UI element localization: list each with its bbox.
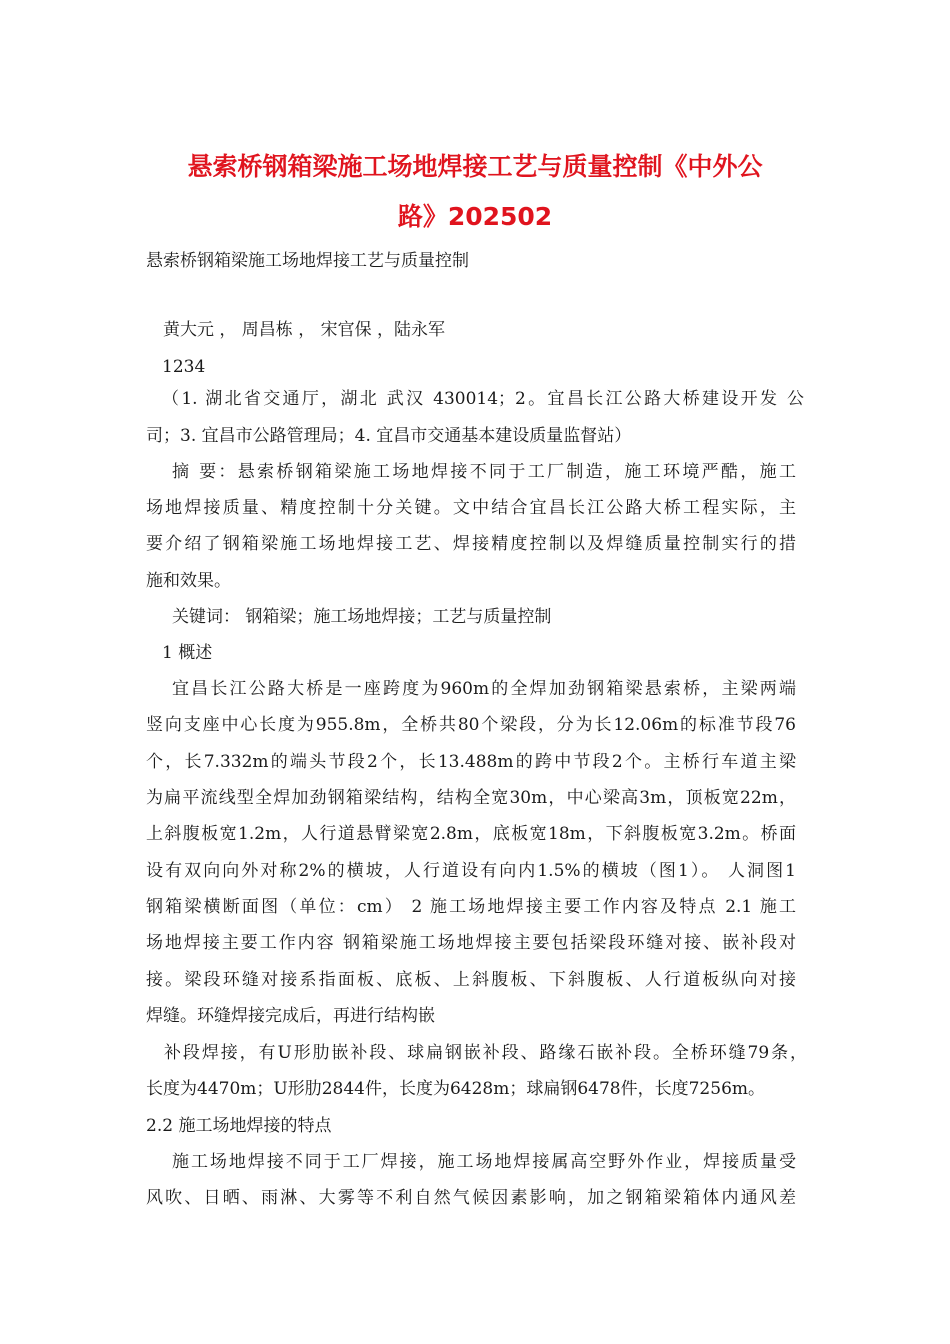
abstract-line: 摘 要：悬索桥钢箱梁施工场地焊接不同于工厂制造，施工环境严酷，施工 — [172, 462, 796, 482]
body-line: 钢箱梁横断面图（单位：cm） 2 施工场地焊接主要工作内容及特点 2.1 施工 — [146, 897, 796, 917]
body-line: 宜昌长江公路大桥是一座跨度为960m的全焊加劲钢箱梁悬索桥，主梁两端 — [172, 679, 796, 699]
body-line: 上斜腹板宽1.2m，人行道悬臂梁宽2.8m，底板宽18m，下斜腹板宽3.2m。桥面 — [146, 824, 796, 844]
body-line: 为扁平流线型全焊加劲钢箱梁结构，结构全宽30m，中心梁高3m，顶板宽22m， — [146, 788, 796, 808]
body-line: 补段焊接，有U形肋嵌补段、球扁钢嵌补段、路缘石嵌补段。全桥环缝79条， — [164, 1043, 807, 1063]
body-line: 风吹、日晒、雨淋、大雾等不利自然气候因素影响，加之钢箱梁箱体内通风差 — [146, 1188, 796, 1208]
body-line: 长度为4470m；U形肋2844件，长度为6428m；球扁钢6478件，长度7256m。 — [146, 1079, 766, 1099]
body-line: 个，长7.332m的端头节段2个，长13.488m的跨中节段2个。主桥行车道主梁 — [146, 752, 796, 772]
body-line: 焊缝。环缝焊接完成后，再进行结构嵌 — [146, 1006, 435, 1026]
affiliation-line: （1. 湖北省交通厅，湖北 武汉 430014；2。宜昌长江公路大桥建设开发 公 — [162, 389, 804, 409]
author-superscripts: 1234 — [162, 357, 206, 377]
body-line: 接。梁段环缝对接系指面板、底板、上斜腹板、下斜腹板、人行道板纵向对接 — [146, 970, 796, 990]
abstract-line: 要介绍了钢箱梁施工场地焊接工艺、焊接精度控制以及焊缝质量控制实行的措 — [146, 534, 796, 554]
body-line: 场地焊接主要工作内容 钢箱梁施工场地焊接主要包括梁段环缝对接、嵌补段对 — [146, 933, 796, 953]
document-title-line-1: 悬索桥钢箱梁施工场地焊接工艺与质量控制《中外公 — [187, 152, 763, 181]
body-line: 设有双向向外对称2%的横坡，人行道设有向内1.5%的横坡（图1）。 人洞图1 — [146, 861, 796, 881]
body-line: 竖向支座中心长度为955.8m，全桥共80个梁段，分为长12.06m的标准节段76 — [146, 715, 796, 735]
body-line: 施工场地焊接不同于工厂焊接，施工场地焊接属高空野外作业，焊接质量受 — [172, 1152, 796, 1172]
abstract-line: 施和效果。 — [146, 571, 231, 591]
subtitle: 悬索桥钢箱梁施工场地焊接工艺与质量控制 — [146, 251, 469, 271]
document-title-line-2: 路》202502 — [397, 202, 553, 231]
affiliation-line: 司；3. 宜昌市公路管理局；4. 宜昌市交通基本建设质量监督站） — [146, 426, 632, 446]
abstract-line: 场地焊接质量、精度控制十分关键。文中结合宜昌长江公路大桥工程实际，主 — [146, 498, 796, 518]
authors: 黄大元 ， 周昌栋 ， 宋官保 ，陆永军 — [163, 320, 446, 340]
keywords: 关键词： 钢箱梁；施工场地焊接；工艺与质量控制 — [172, 607, 552, 627]
section-1-heading: 1 概述 — [162, 643, 213, 663]
section-2-2-heading: 2.2 施工场地焊接的特点 — [146, 1116, 332, 1136]
